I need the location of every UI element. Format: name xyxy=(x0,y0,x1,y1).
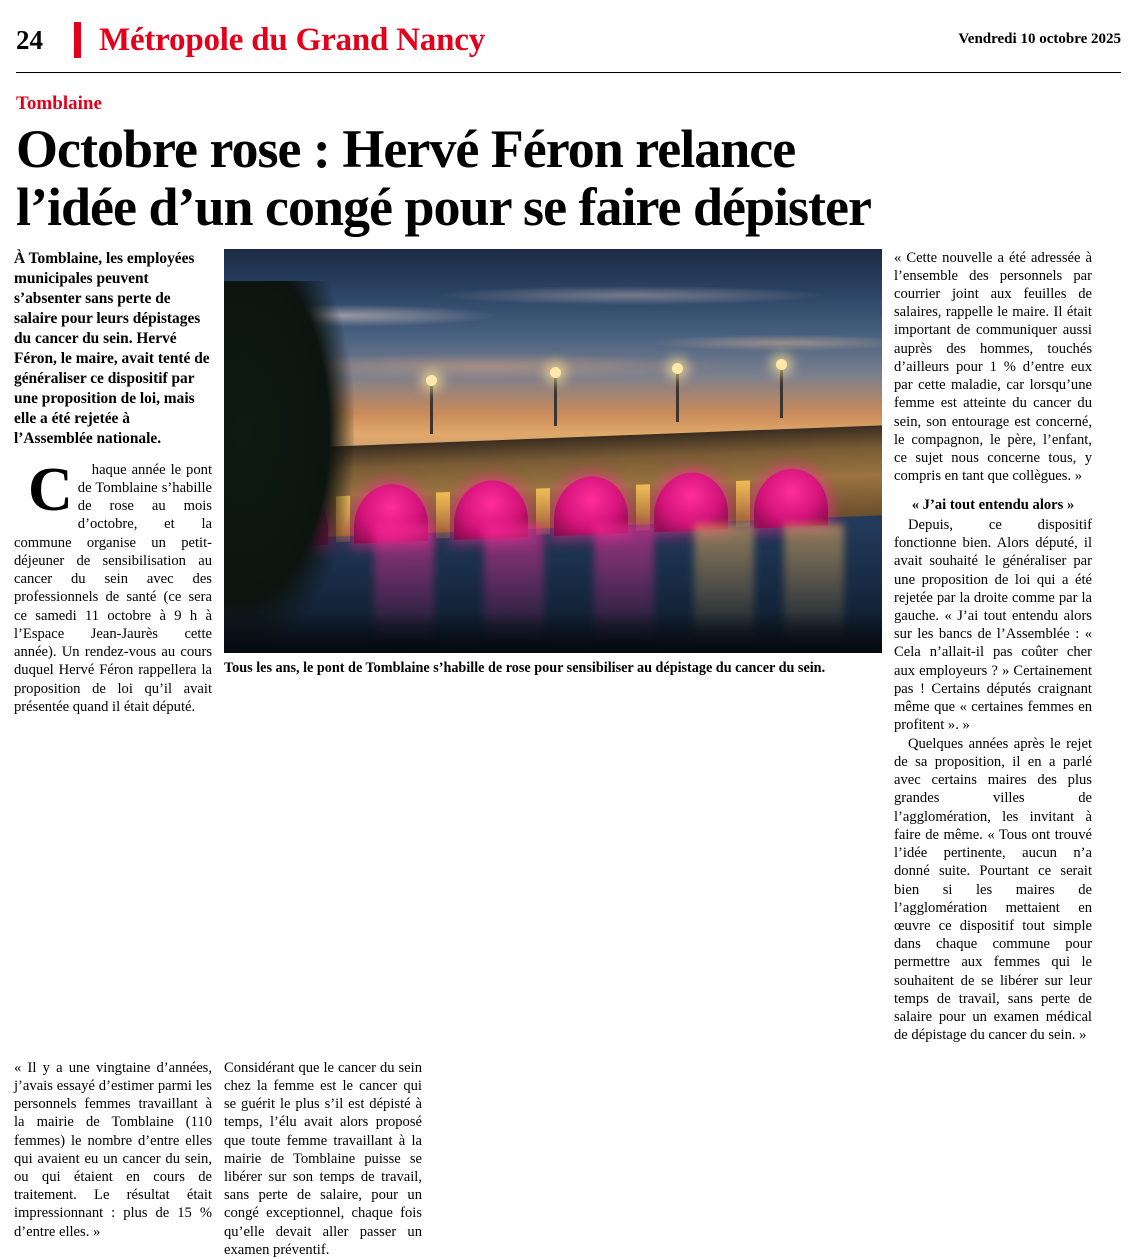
photo-shoreline xyxy=(224,612,882,652)
drop-cap: C xyxy=(28,455,73,524)
street-lamp xyxy=(430,382,433,434)
paragraph-6: Quelques années après le rejet de sa proposition, il en a parlé avec certains maires des plus grandes villes de l’agglomération, les invitant à faire de même. « Tous ont trouvé l’idée pertinente, aucun n’a donné suite. Pourtant ce serait bien si les maires de l’agglomération mettaient en œuvre ce dispositif tout simple dans chaque commune pour permettre aux femmes qui le souhaitent de se libérer sur leur temps de travail, sans perte de salaire pour un examen médical de dépistage du cancer du sein. » xyxy=(894,735,1092,1044)
article-kicker: Tomblaine xyxy=(16,93,102,114)
headline-line-2: l’idée d’un congé pour se faire dépister xyxy=(16,176,871,237)
masthead xyxy=(14,0,1123,58)
bridge-arch xyxy=(654,472,728,533)
column-left xyxy=(14,249,212,716)
masthead-divider xyxy=(16,72,1121,73)
bridge-pier-light xyxy=(736,481,750,528)
paragraph-1 xyxy=(14,455,212,716)
paragraph-1-text: haque année le pont de Tomblaine s’habille de rose au mois d’octobre, et la commune organise un petit-déjeuner de sensibilisation au cancer du sein avec des professionnels de santé (ce sera ce samedi 11 octobre à 9 h à l’Espace Jean-Jaurès cette année). Un rendez-vous au cours duquel Hervé Féron rappellera la proposition de loi qu’il avait présentée quand il était député. xyxy=(14,461,212,715)
column-bottom-1 xyxy=(14,1059,212,1259)
issue-date: Vendredi 10 octobre 2025 xyxy=(958,30,1121,47)
article-headline xyxy=(16,121,1123,237)
paragraph-4-continued: « Cette nouvelle a été adressée à l’ensemble des personnels par courrier joint aux feuilles de salaires, rappelle le maire. Il était important de communiquer aussi auprès des hommes, touchés d’ailleurs pour 1 % d’entre eux par cette maladie, car lorsqu’une femme est atteinte du cancer du sein, son entourage est concerné, le compagnon, le père, l’enfant, ce sujet nous concerne tous, y compris en tant que collègues. » xyxy=(894,249,1092,485)
photo-caption: Tous les ans, le pont de Tomblaine s’habille de rose pour sensibiliser au dépistage du cancer du sein. xyxy=(224,659,826,676)
paragraph-3: Considérant que le cancer du sein chez la femme est le cancer qui se guérit le plus s’il est dépisté à temps, l’élu avait alors proposé que toute femme travaillant à la mairie de Tomblaine puisse se libérer sur son temps de travail, sans perte de salaire, pour un congé exceptionnel, chaque fois qu’elle devait aller passer un examen préventif. xyxy=(224,1059,422,1258)
bottom-row xyxy=(14,1059,1123,1259)
bridge-pier-light xyxy=(436,492,450,539)
article-body xyxy=(14,249,1123,1259)
paragraph-2: « Il y a une vingtaine d’années, j’avais essayé d’estimer parmi les personnels femmes travaillant à la mairie de Tomblaine (110 femmes) le nombre d’entre elles qui avaient eu un cancer du sein, ou qui étaient en cours de traitement. Le résultat était impressionnant : plus de 15 % d’entre elles. » xyxy=(14,1059,212,1240)
street-lamp xyxy=(676,370,679,422)
top-row xyxy=(14,249,1123,1045)
paragraph-5: Depuis, ce dispositif fonctionne bien. Alors député, il avait souhaité le généraliser par une proposition de loi qui a été rejetée par la droite comme par la gauche. « J’ai tout entendu alors sur les bancs de l’Assemblée : « Cela n’allait-il pas coûter cher aux employeurs ? » Certainement pas ! Certains députés craignant même que « certaines femmes en profitent ». » xyxy=(894,516,1092,734)
street-lamp xyxy=(780,366,783,418)
street-lamp xyxy=(554,374,557,426)
section-title: Métropole du Grand Nancy xyxy=(99,21,486,58)
photo-block xyxy=(224,249,882,678)
headline-line-1: Octobre rose : Hervé Féron relance xyxy=(16,119,796,179)
masthead-red-rule xyxy=(74,22,81,58)
page-number: 24 xyxy=(16,24,43,55)
article-photo xyxy=(224,249,882,653)
article-subhead: « J’ai tout entendu alors » xyxy=(911,496,1075,513)
standfirst: À Tomblaine, les employées municipales peuvent s’absenter sans perte de salaire pour leurs dépistages du cancer du sein. Hervé Féron, le maire, avait tenté de généraliser ce dispositif par une proposition de loi, mais elle a été rejetée à l’Assemblée nationale. xyxy=(14,249,210,447)
column-bottom-2 xyxy=(224,1059,422,1259)
photo-foliage xyxy=(224,281,354,653)
column-right xyxy=(894,249,1092,1045)
bridge-arch xyxy=(754,468,828,529)
